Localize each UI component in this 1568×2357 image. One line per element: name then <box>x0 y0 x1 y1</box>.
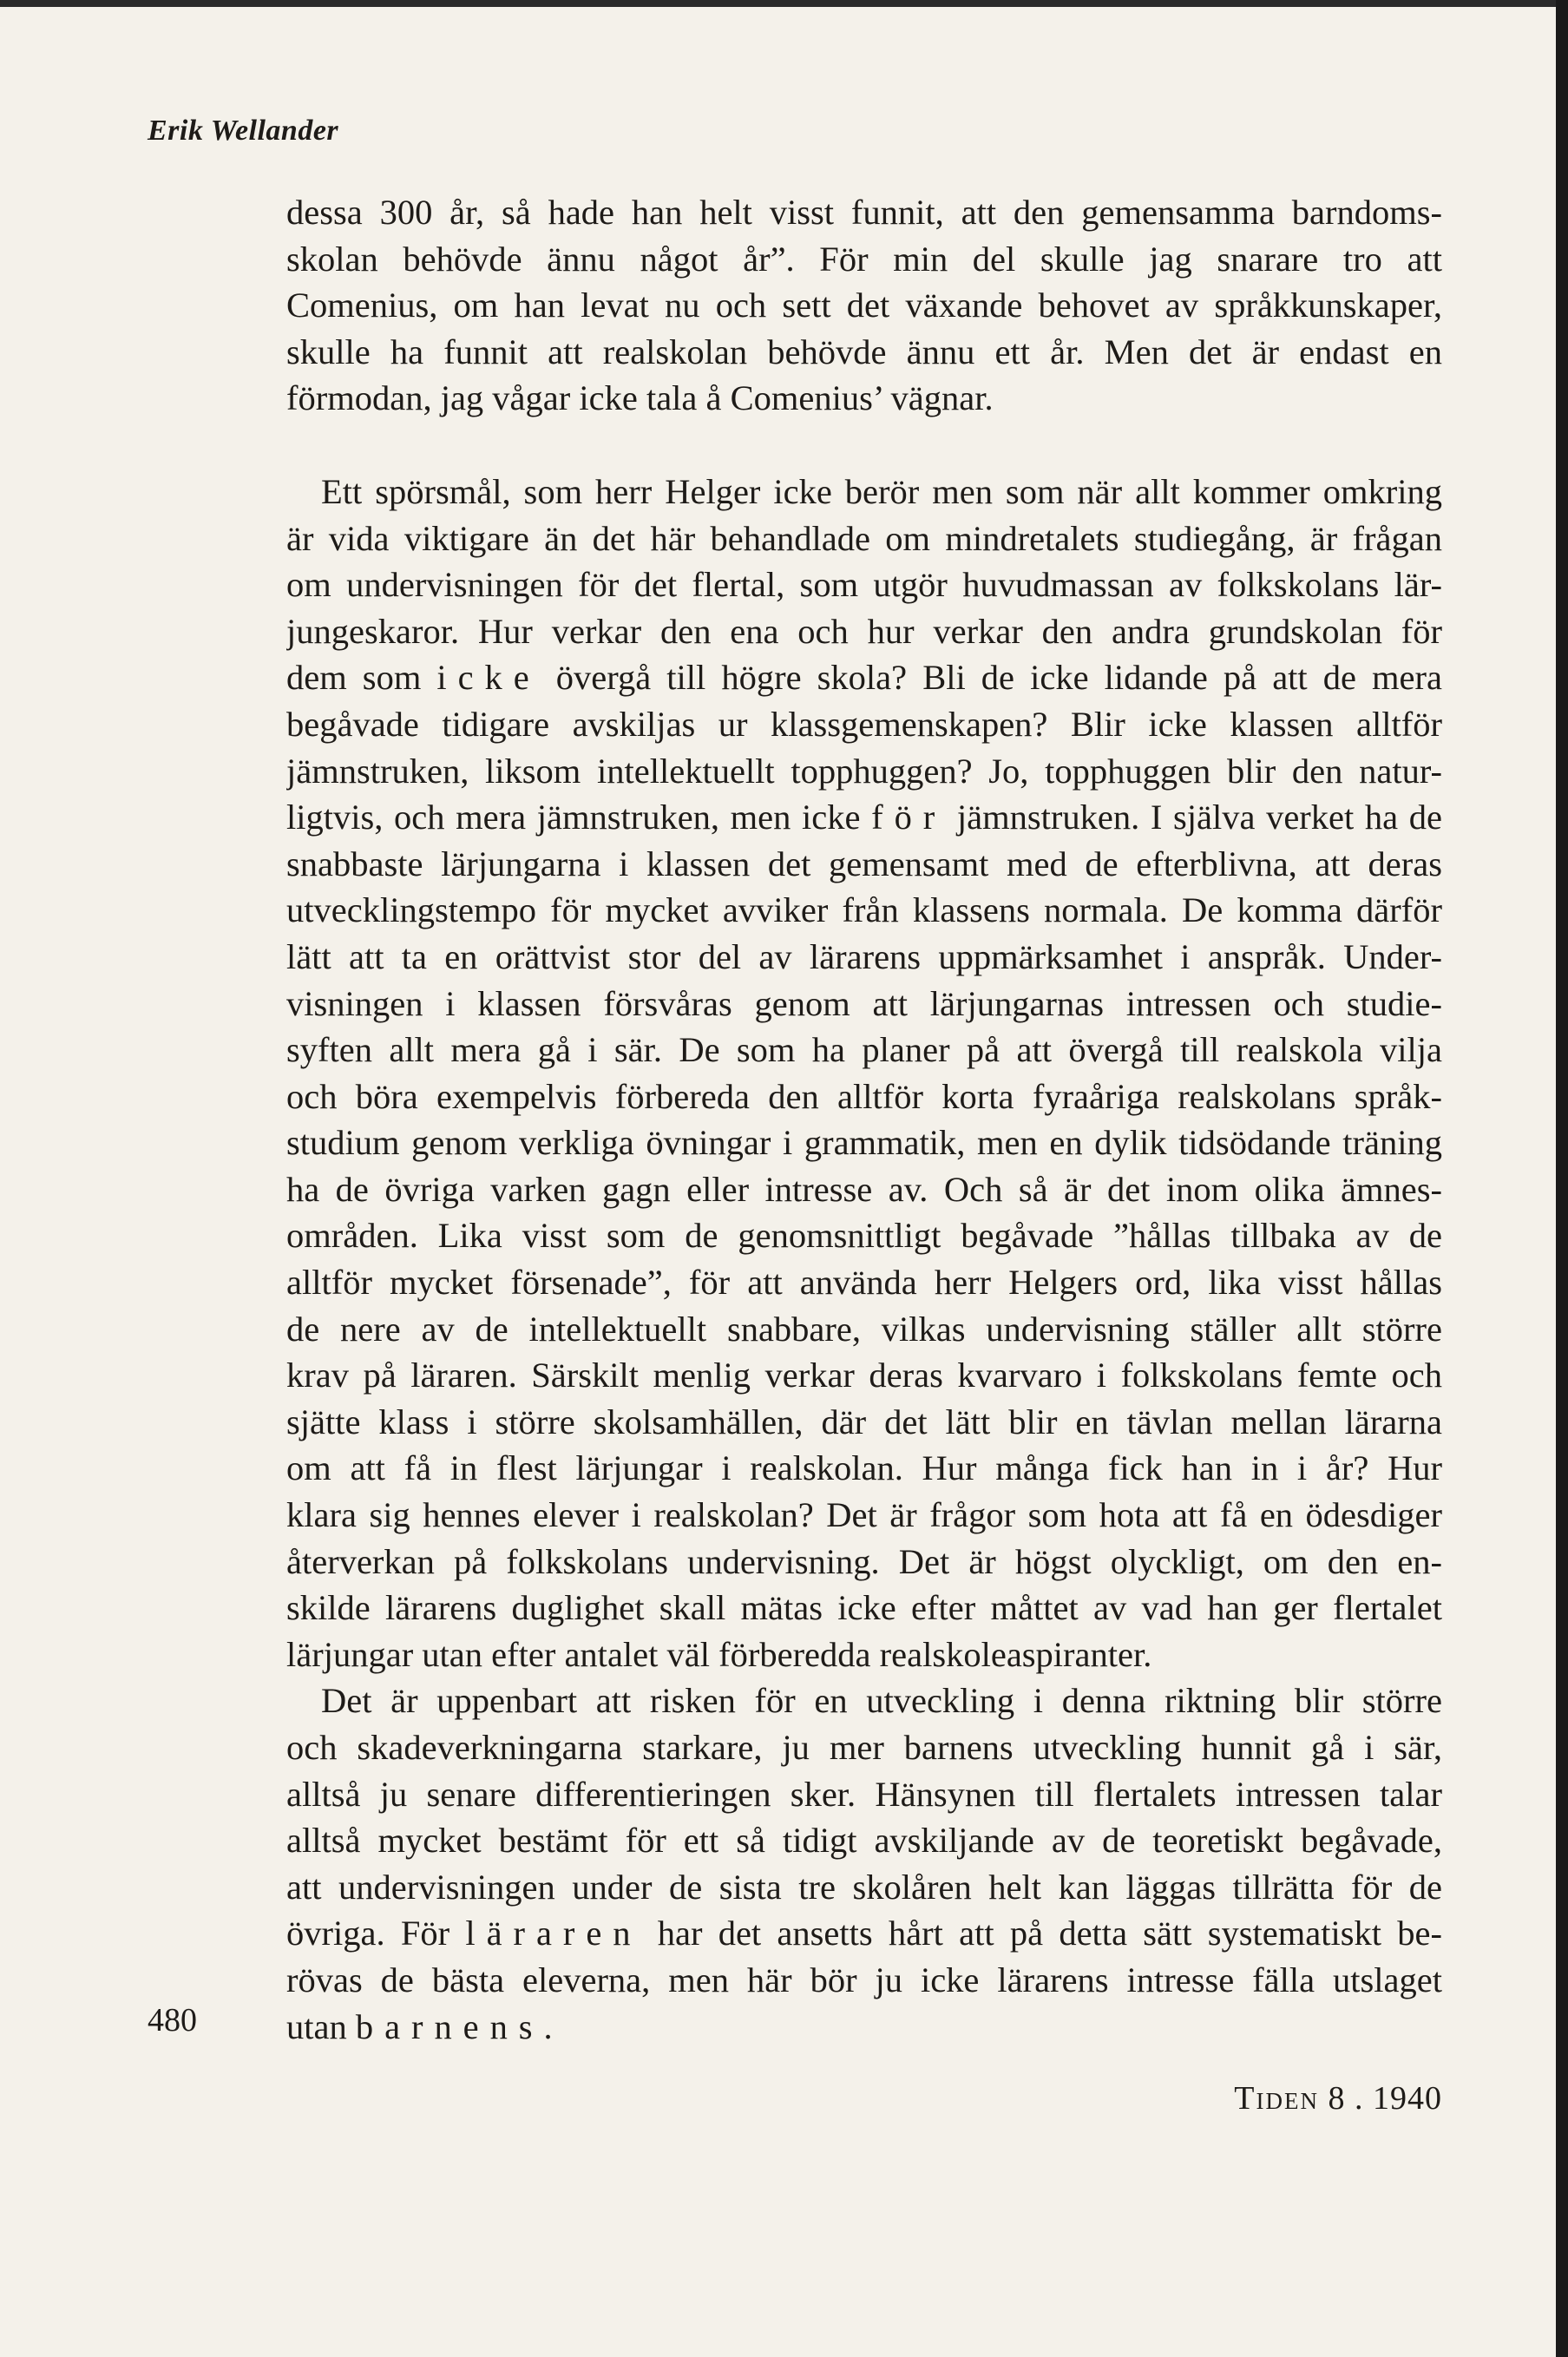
article-body <box>286 189 1442 2050</box>
text-line: alltför mycket försenade”, för att använda herr Helgers ord, lika visst hållas <box>286 1263 1442 1303</box>
text-segment: ligtvis, och mera jämnstruken, men icke <box>286 798 872 837</box>
text-segment: . <box>543 2006 553 2046</box>
running-head-author: Erik Wellander <box>148 115 339 147</box>
text-line: klara sig hennes elever i realskolan? Det är frågor som hota att få en ödesdiger <box>286 1495 1442 1535</box>
text-line: jungeskaror. Hur verkar den ena och hur verkar den andra grundskolan för <box>286 611 1442 651</box>
text-line: visningen i klassen försvåras genom att lärjungarnas intressen och studie- <box>286 983 1442 1023</box>
text-line: lärjungar utan efter antalet väl förberedda realskoleaspiranter. <box>286 1634 1152 1674</box>
text-line: Det är uppenbart att risken för en utveckling i denna riktning blir större <box>321 1681 1442 1721</box>
text-line: studium genom verkliga övningar i grammatik, men en dylik tidsödande träning <box>286 1123 1442 1163</box>
text-line: återverkan på folkskolans undervisning. Det är högst olyckligt, om den en- <box>286 1541 1442 1581</box>
paragraph-2 <box>286 469 1442 1677</box>
text-segment: utan <box>286 2006 356 2046</box>
text-line: förmodan, jag vågar icke tala å Comenius’ vägnar. <box>286 378 994 418</box>
paragraph-1 <box>286 189 1442 422</box>
text-line: skilde lärarens duglighet skall mätas icke efter måttet av vad han ger flertalet <box>286 1588 1442 1628</box>
text-line: dessa 300 år, så hade han helt visst funnit, att den gemensamma barndoms- <box>286 193 1442 232</box>
text-line: områden. Lika visst som de genomsnittligt begåvade ”hållas tillbaka av de <box>286 1216 1442 1256</box>
text-line: snabbaste lärjungarna i klassen det gemensamt med de efterblivna, att deras <box>286 844 1442 883</box>
text-line: begåvade tidigare avskiljas ur klassgemenskapen? Blir icke klassen alltför <box>286 704 1442 744</box>
text-segment: har det ansetts hårt att på detta sätt systematiskt be- <box>641 1914 1442 1953</box>
text-line <box>286 654 1442 701</box>
text-line: utvecklingstempo för mycket avviker från klassens normala. De komma därför <box>286 890 1442 930</box>
text-line: de nere av de intellektuellt snabbare, vilkas undervisning ställer allt större <box>286 1309 1442 1349</box>
emphasis-spaced: barnens <box>355 2006 544 2046</box>
scan-edge-right <box>1556 0 1568 2357</box>
text-line: syften allt mera gå i sär. De som ha planer på att övergå till realskola vilja <box>286 1030 1442 1070</box>
journal-footer <box>1234 2079 1442 2117</box>
text-line: alltså mycket bestämt för ett så tidigt avskiljande av de teoretiskt begåvade, <box>286 1821 1442 1861</box>
emphasis-spaced: icke <box>436 658 541 698</box>
text-line: rövas de bästa eleverna, men här bör ju icke lärarens intresse fälla utslaget <box>286 1960 1442 1999</box>
text-segment: övriga. För <box>286 1914 466 1953</box>
text-line: och böra exempelvis förbereda den alltför korta fyraåriga realskolans språk- <box>286 1076 1442 1116</box>
emphasis-spaced: för <box>871 798 947 837</box>
text-line <box>286 794 1442 841</box>
journal-issue: 8 . 1940 <box>1328 2080 1442 2117</box>
text-line: skolan behövde ännu något år”. För min del skulle jag snarare tro att <box>286 239 1442 279</box>
scan-edge-top <box>0 0 1568 7</box>
text-line: skulle ha funnit att realskolan behövde ännu ett år. Men det är endast en <box>286 332 1442 371</box>
text-line: Ett spörsmål, som herr Helger icke berör men som när allt kommer omkring <box>321 471 1442 511</box>
paragraph-3 <box>286 1677 1442 2050</box>
text-line: sjätte klass i större skolsamhällen, där det lätt blir en tävlan mellan lärarna <box>286 1402 1442 1441</box>
text-segment: jämnstruken. I själva verket ha de <box>946 798 1442 837</box>
text-line: Comenius, om han levat nu och sett det växande behovet av språkkunskaper, <box>286 286 1442 325</box>
text-line: om undervisningen för det flertal, som utgör huvudmassan av folkskolans lär- <box>286 565 1442 605</box>
text-line: och skadeverkningarna starkare, ju mer barnens utveckling hunnit gå i sär, <box>286 1728 1442 1767</box>
text-line: ha de övriga varken gagn eller intresse av. Och så är det inom olika ämnes- <box>286 1169 1442 1209</box>
emphasis-spaced: läraren <box>465 1914 642 1953</box>
text-segment: övergå till högre skola? Bli de icke lidande på att de mera <box>540 658 1442 698</box>
text-line: lätt att ta en orättvist stor del av lärarens uppmärksamhet i anspråk. Under- <box>286 936 1442 976</box>
text-line <box>286 1910 1442 1957</box>
text-line <box>286 2004 1442 2051</box>
text-line: är vida viktigare än det här behandlade om mindretalets studiegång, är frågan <box>286 518 1442 558</box>
text-line: att undervisningen under de sista tre skolåren helt kan läggas tillrätta för de <box>286 1867 1442 1907</box>
journal-name: Tiden <box>1234 2080 1319 2117</box>
text-line: jämnstruken, liksom intellektuellt topphuggen? Jo, topphuggen blir den natur- <box>286 751 1442 791</box>
page-number: 480 <box>148 2002 197 2039</box>
text-line: om att få in flest lärjungar i realskolan. Hur många fick han in i år? Hur <box>286 1448 1442 1488</box>
text-line: krav på läraren. Särskilt menlig verkar deras kvarvaro i folkskolans femte och <box>286 1356 1442 1395</box>
text-line: alltså ju senare differentieringen sker. Hänsynen till flertalets intressen talar <box>286 1774 1442 1814</box>
text-segment: dem som <box>286 658 437 698</box>
